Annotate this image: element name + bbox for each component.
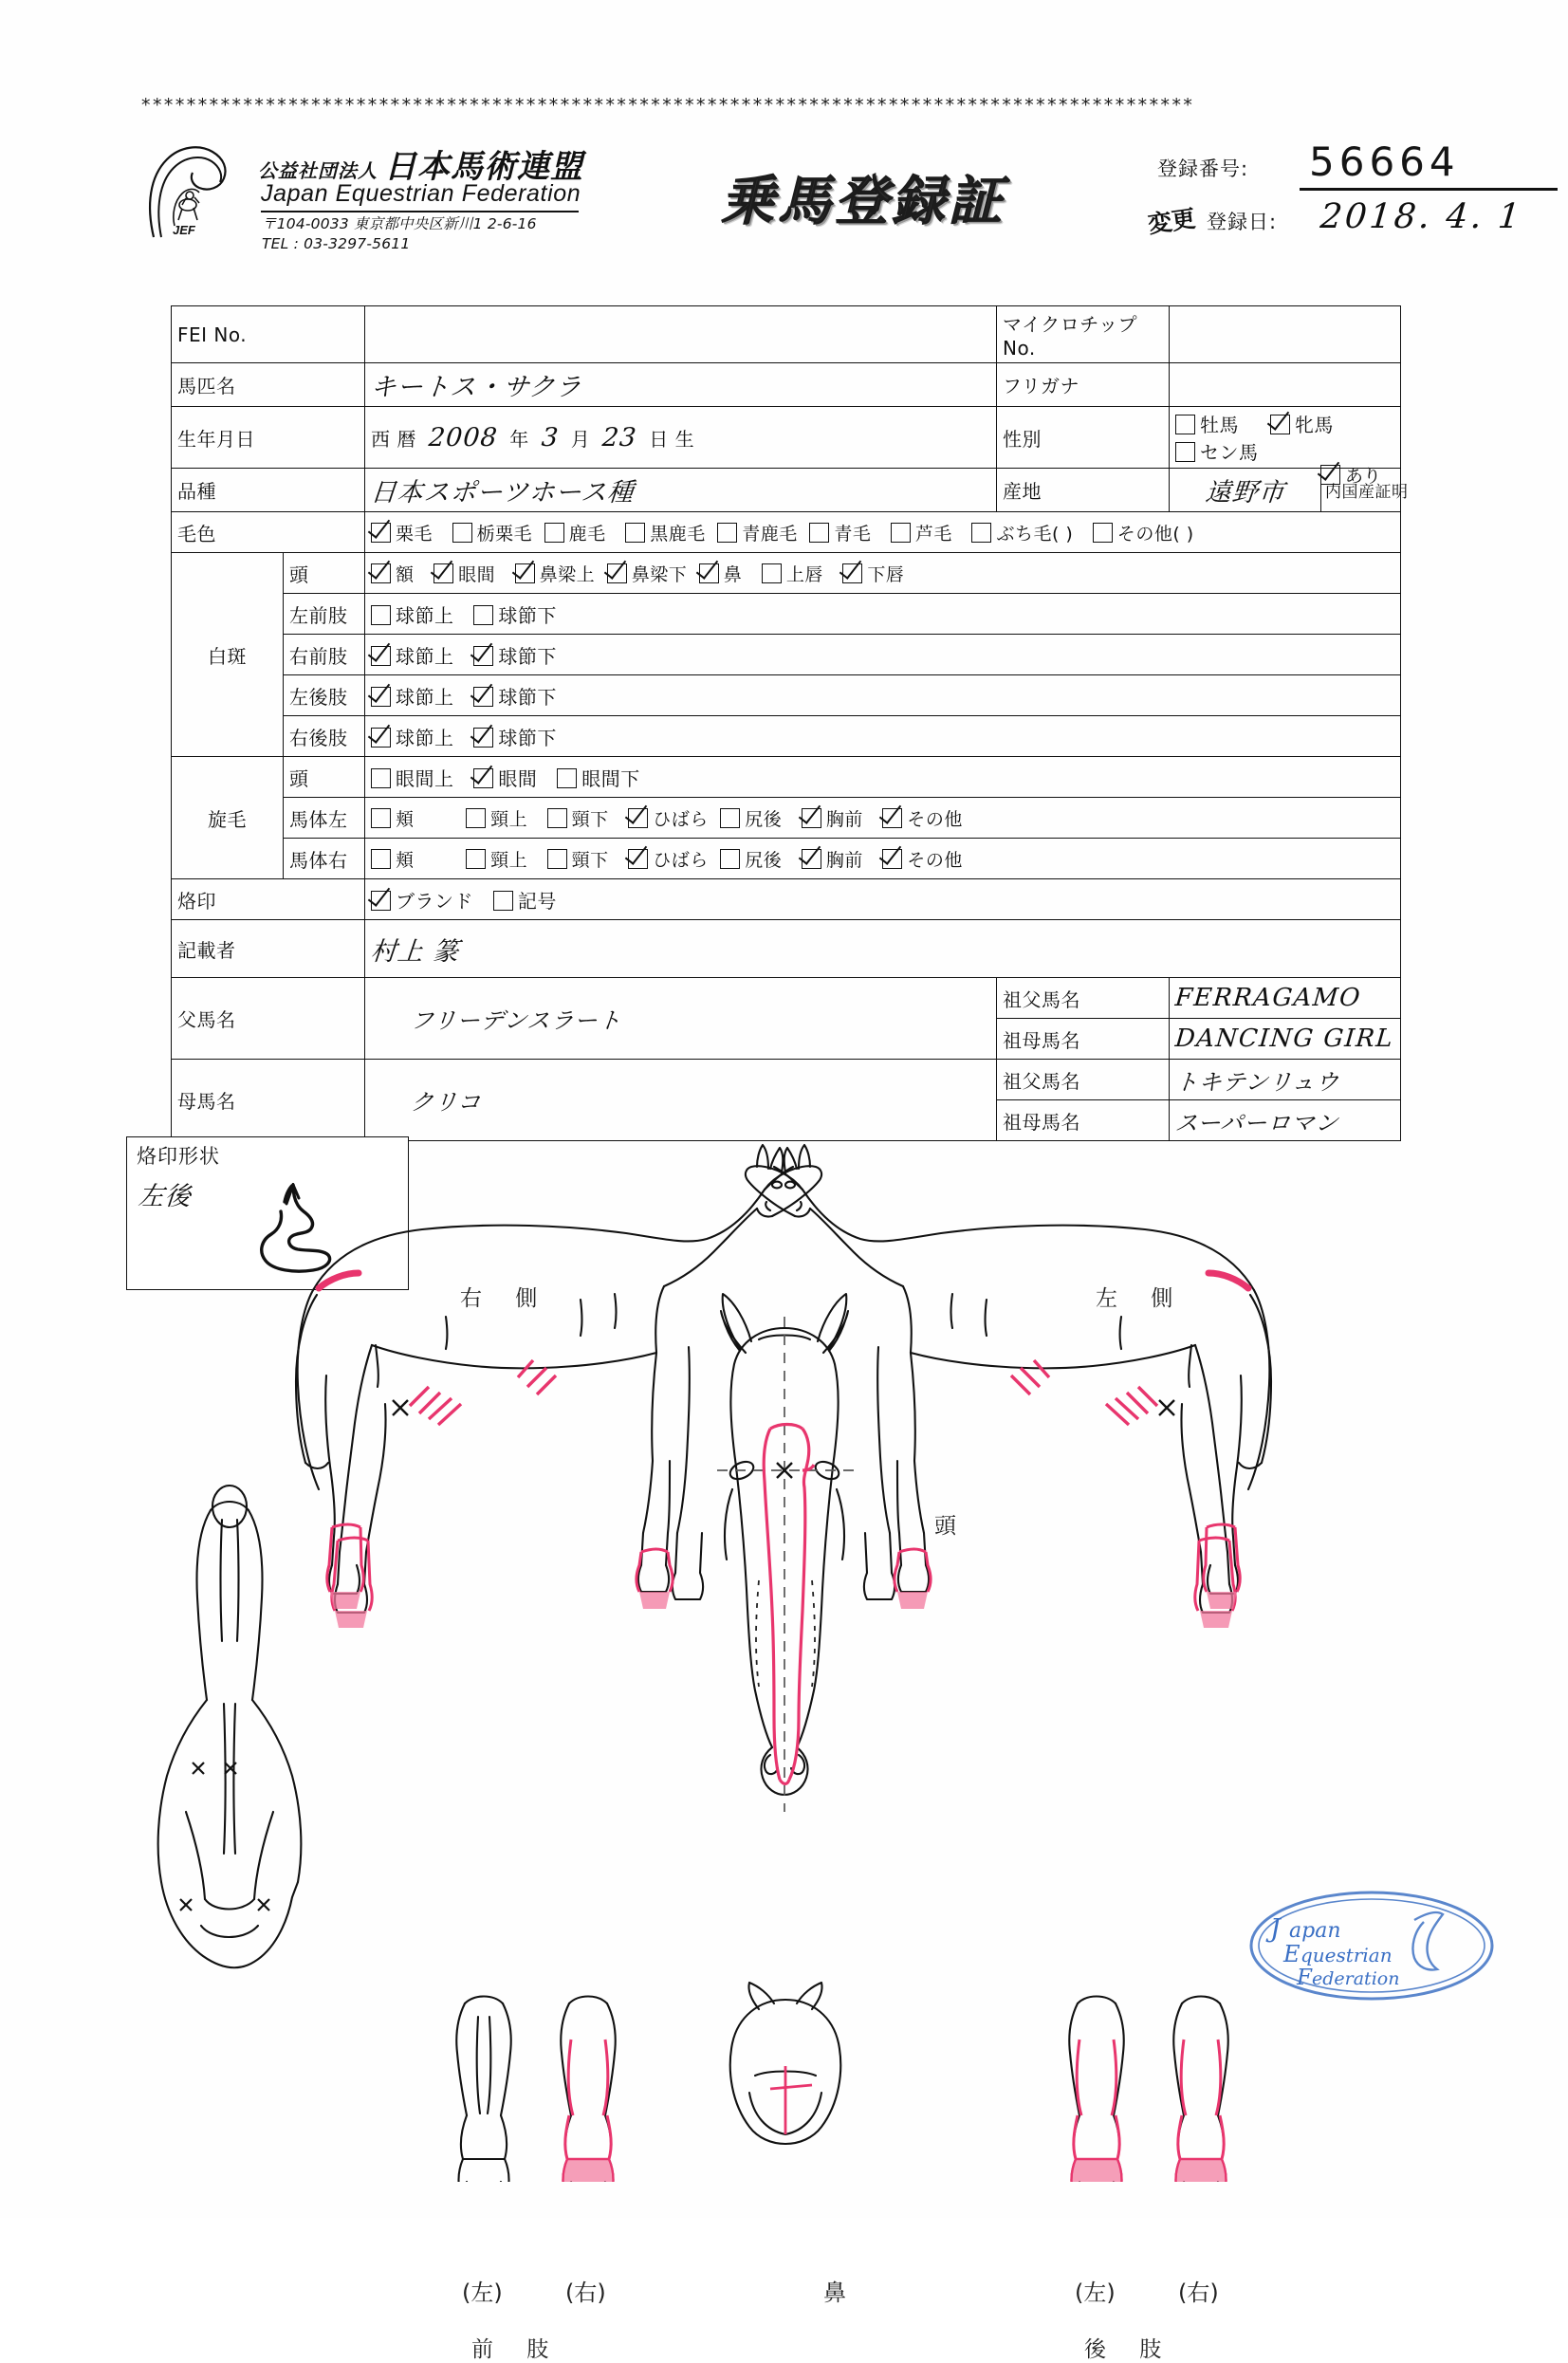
whorl-label-text: 胸前	[825, 808, 863, 830]
marking-rh-above[interactable]	[371, 723, 454, 750]
checkbox-rf-below[interactable]	[473, 646, 493, 666]
registration-block	[1146, 138, 1556, 249]
org-name-ja: 日本馬術連盟	[384, 148, 583, 186]
sire-grandsire-label: 祖父馬名	[997, 978, 1170, 1019]
table-row-coat	[172, 512, 1401, 553]
marking-label: 球節下	[498, 603, 557, 627]
sex-option-label: 牡馬	[1200, 414, 1239, 436]
birth-year: 2008	[427, 422, 499, 452]
marking-label: 球節下	[498, 644, 557, 668]
marking-rf-below[interactable]	[473, 641, 557, 669]
registration-number-label: 登録番号:	[1157, 157, 1249, 180]
registration-details-table	[171, 305, 1409, 1141]
sire-label: 父馬名	[172, 978, 365, 1060]
checkbox-mare[interactable]	[1270, 415, 1290, 434]
marking-nose[interactable]	[699, 561, 743, 586]
checkbox-l-chest[interactable]	[802, 808, 821, 828]
recorder-label: 記載者	[172, 920, 365, 978]
table-row-whorl-left	[172, 798, 1401, 839]
coat-option-label: 青鹿毛	[742, 523, 798, 545]
whorl-below-eyes[interactable]	[557, 764, 640, 791]
microchip-value[interactable]	[1170, 306, 1401, 363]
whorl-r-rump[interactable]	[720, 846, 782, 872]
checkbox-coat-other[interactable]	[1093, 523, 1113, 543]
microchip-label: マイクロチップNo.	[997, 306, 1170, 363]
sex-option-mare[interactable]	[1270, 410, 1334, 437]
sex-option-gelding[interactable]	[1175, 437, 1259, 465]
checkbox-r-chest[interactable]	[802, 849, 821, 869]
domestic-label: 内国産証明	[1325, 483, 1409, 502]
checkbox-lower-lip[interactable]	[842, 563, 862, 583]
label-front-right: (右)	[565, 2280, 606, 2306]
birth-month: 3	[540, 422, 561, 452]
label-head: 頭	[934, 1514, 956, 1539]
marking-lh-above[interactable]	[371, 682, 454, 710]
org-address-block	[262, 214, 537, 253]
whorl-r-neck-upper[interactable]	[466, 846, 527, 872]
checkbox-l-neck-upper[interactable]	[466, 808, 486, 828]
coat-option-dark-bay[interactable]	[625, 520, 706, 545]
whorl-label-text: 頸下	[571, 808, 609, 830]
whorl-body-right-label: 馬体右	[284, 839, 365, 879]
checkbox-lh-above[interactable]	[371, 687, 391, 707]
checkbox-symbol[interactable]	[493, 891, 513, 911]
whorl-r-neck-lower[interactable]	[547, 846, 609, 872]
horse-name-label: 馬匹名	[172, 363, 365, 407]
marking-rf-above[interactable]	[371, 641, 454, 669]
whorl-l-neck-lower[interactable]	[547, 805, 609, 831]
marking-lower-nasal[interactable]	[607, 561, 688, 586]
whorl-l-cheek[interactable]	[371, 805, 415, 831]
whorl-body-left-label: 馬体左	[284, 798, 365, 839]
sex-option-stallion[interactable]	[1175, 410, 1239, 437]
marking-label: 球節上	[396, 726, 454, 749]
whorl-r-chest[interactable]	[802, 846, 863, 872]
coat-option-label: ぶち毛( )	[996, 523, 1074, 545]
coat-option-black[interactable]	[809, 520, 871, 545]
org-postal: 〒104-0033 東京都中央区新川1 2-6-16	[262, 215, 537, 232]
marking-label: 下唇	[867, 563, 905, 585]
coat-option-bay[interactable]	[544, 520, 606, 545]
marking-between-eyes[interactable]	[434, 561, 495, 586]
birth-day: 23	[600, 422, 638, 452]
marking-label: 眼間	[458, 563, 496, 585]
coat-option-chestnut[interactable]	[371, 520, 433, 545]
label-hind-limb: 後 肢	[1084, 2337, 1175, 2362]
jef-logo-icon	[140, 138, 247, 245]
sire-granddam-label: 祖母馬名	[997, 1019, 1170, 1060]
sex-label: 性別	[997, 407, 1170, 469]
dam-grandsire-label: 祖父馬名	[997, 1060, 1170, 1100]
checkbox-grey[interactable]	[891, 523, 911, 543]
coat-option-label: 黒鹿毛	[650, 523, 706, 545]
registration-date-label: 登録日:	[1207, 211, 1278, 233]
checkbox-l-flank[interactable]	[628, 808, 648, 828]
checkbox-nose[interactable]	[699, 563, 719, 583]
furigana-value[interactable]	[1170, 363, 1401, 407]
whorl-label-text: その他	[907, 808, 963, 830]
coat-option-label: 芦毛	[914, 523, 952, 545]
whorl-label-text: ひばら	[653, 808, 709, 830]
whorl-label-text: 頸下	[571, 849, 609, 871]
stamp-line3-rest: ederation	[1312, 1968, 1400, 1989]
table-row-marking-rf	[172, 635, 1401, 675]
label-left-side: 左 側	[1096, 1286, 1187, 1311]
coat-option-brown[interactable]	[717, 520, 798, 545]
coat-option-label: 栗毛	[396, 523, 434, 545]
marking-label: 球節上	[396, 603, 454, 627]
limb-label-left-fore: 左前肢	[284, 594, 365, 635]
horse-outline-drawing	[0, 1091, 1568, 2182]
coat-option-label: 鹿毛	[568, 523, 606, 545]
whorl-label-text: 胸前	[825, 849, 863, 871]
checkbox-whorl-between-eyes[interactable]	[473, 768, 493, 788]
markings-label: 白斑	[172, 553, 284, 757]
table-row-horse-name	[172, 363, 1401, 407]
birth-month-unit: 月	[570, 427, 591, 451]
marking-label: 球節上	[396, 685, 454, 709]
whorl-r-other[interactable]	[882, 846, 963, 872]
checkbox-stallion[interactable]	[1175, 415, 1195, 434]
sire-value[interactable]	[365, 978, 997, 1060]
sire-handwritten: フリーデンスラート	[409, 1007, 623, 1034]
marking-label: 球節下	[498, 726, 557, 749]
table-row-whorl-head	[172, 757, 1401, 798]
marking-lower-lip[interactable]	[842, 561, 904, 586]
svg-text:JEF: JEF	[173, 223, 195, 237]
marking-label: 額	[396, 563, 415, 585]
recorder-value[interactable]	[365, 920, 1401, 978]
horse-name-handwritten: キートス・サクラ	[369, 373, 583, 402]
birth-year-unit: 年	[509, 427, 529, 451]
label-front-left: (左)	[462, 2280, 503, 2306]
whorl-body-left-options[interactable]	[365, 798, 1401, 839]
checkbox-chestnut[interactable]	[371, 523, 391, 543]
table-row-markings-head	[172, 553, 1401, 594]
whorl-l-flank[interactable]	[628, 805, 709, 831]
markings-head-options[interactable]	[365, 553, 1401, 594]
dam-label: 母馬名	[172, 1060, 365, 1141]
marking-label: 球節上	[396, 644, 454, 668]
checkbox-r-cheek[interactable]	[371, 849, 391, 869]
sire-grandsire-value[interactable]	[1170, 978, 1401, 1019]
whorl-l-neck-upper[interactable]	[466, 805, 527, 831]
limb-label-right-fore: 右前肢	[284, 635, 365, 675]
checkbox-l-neck-lower[interactable]	[547, 808, 567, 828]
horse-name-value[interactable]	[365, 363, 997, 407]
whorl-body-right-options[interactable]	[365, 839, 1401, 879]
checkbox-brown[interactable]	[717, 523, 737, 543]
label-hind-left: (左)	[1075, 2280, 1116, 2306]
whorl-label-text: 尻後	[745, 808, 783, 830]
org-name-en: Japan Equestrian Federation	[261, 180, 581, 207]
coat-label: 毛色	[172, 512, 365, 553]
marking-label: 鼻	[723, 563, 743, 585]
whorl-above-eyes[interactable]	[371, 764, 454, 791]
table-row-recorder	[172, 920, 1401, 978]
marking-upper-nasal[interactable]	[515, 561, 596, 586]
coat-option-spotted[interactable]	[971, 520, 1073, 545]
brand-option-symbol[interactable]	[493, 886, 557, 914]
org-divider	[261, 211, 579, 212]
dam-handwritten: クリコ	[409, 1089, 483, 1116]
org-tel: TEL : 03-3297-5611	[262, 234, 411, 252]
table-row-breed	[172, 469, 1401, 512]
whorl-between-eyes[interactable]	[473, 764, 537, 791]
birth-suffix: 生	[674, 427, 695, 451]
table-row-birthdate	[172, 407, 1401, 469]
sire-granddam-handwritten: DANCING GIRL	[1173, 1025, 1395, 1053]
org-corp-type: 公益社団法人	[258, 159, 378, 182]
checkbox-liver-chestnut[interactable]	[452, 523, 472, 543]
coat-option-label: その他( )	[1116, 523, 1194, 545]
furigana-label: フリガナ	[997, 363, 1170, 407]
sex-options[interactable]	[1170, 407, 1401, 469]
checkbox-whorl-above-eyes[interactable]	[371, 768, 391, 788]
marking-options-right-fore[interactable]	[365, 635, 1401, 675]
breed-handwritten: 日本スポーツホース種	[369, 478, 636, 508]
whorl-l-chest[interactable]	[802, 805, 863, 831]
marking-rh-below[interactable]	[473, 723, 557, 750]
document-header	[133, 133, 1524, 256]
checkbox-rh-below[interactable]	[473, 728, 493, 748]
marking-label: 上唇	[785, 563, 823, 585]
birthdate-label: 生年月日	[172, 407, 365, 469]
registration-number-underline	[1300, 188, 1558, 191]
limb-label-right-hind: 右後肢	[284, 716, 365, 757]
page-title: 乗馬登録証	[721, 171, 1005, 232]
whorl-label-text: その他	[907, 849, 963, 871]
checkbox-forehead[interactable]	[371, 563, 391, 583]
markings-head-label: 頭	[284, 553, 365, 594]
table-row-brand	[172, 879, 1401, 920]
whorl-label-text: 頬	[396, 808, 415, 830]
limb-label-left-hind: 左後肢	[284, 675, 365, 716]
checkbox-whorl-below-eyes[interactable]	[557, 768, 577, 788]
checkbox-lf-above[interactable]	[371, 605, 391, 625]
whorl-label-text: 頬	[396, 849, 415, 871]
label-front-limb: 前 肢	[471, 2337, 563, 2362]
table-row-sire-grandsire	[172, 978, 1401, 1019]
brand-label: 烙印	[172, 879, 365, 920]
sex-option-label: セン馬	[1200, 441, 1259, 464]
marking-upper-lip[interactable]	[762, 561, 823, 586]
registration-number-row	[1157, 138, 1556, 195]
checkbox-dark-bay[interactable]	[625, 523, 645, 543]
checkbox-upper-lip[interactable]	[762, 563, 782, 583]
brand-shape-location: 左後	[137, 1182, 194, 1211]
recorder-handwritten: 村上 篆	[369, 936, 461, 967]
table-row-fei	[172, 306, 1401, 363]
checkbox-spotted[interactable]	[971, 523, 991, 543]
coat-option-grey[interactable]	[891, 520, 952, 545]
fei-value[interactable]	[365, 306, 997, 363]
checkbox-r-flank[interactable]	[628, 849, 648, 869]
breed-value[interactable]	[365, 469, 997, 512]
checkbox-rf-above[interactable]	[371, 646, 391, 666]
brand-option-label: 記号	[517, 889, 557, 913]
checkbox-black[interactable]	[809, 523, 829, 543]
whorl-l-other[interactable]	[882, 805, 963, 831]
birth-era: 西 暦	[371, 427, 416, 451]
marking-lf-above[interactable]	[371, 600, 454, 628]
checkbox-l-rump[interactable]	[720, 808, 740, 828]
jef-oval-stamp	[1247, 1888, 1496, 2003]
registration-date-strikeover: 変更	[1146, 204, 1197, 239]
checkbox-between-eyes[interactable]	[434, 563, 453, 583]
label-right-side: 右 側	[460, 1286, 551, 1311]
whorl-label-text: ひばら	[653, 849, 709, 871]
registration-date-value: 2018. 4. 1	[1319, 197, 1524, 236]
brand-option-brand[interactable]	[371, 886, 473, 914]
whorl-head-options[interactable]	[365, 757, 1401, 798]
checkbox-brand[interactable]	[371, 891, 391, 911]
checkbox-rh-above[interactable]	[371, 728, 391, 748]
coat-options[interactable]	[365, 512, 1401, 553]
whorl-label: 旋毛	[172, 757, 284, 879]
sire-granddam-value[interactable]	[1170, 1019, 1401, 1060]
stamp-line1-rest: apan	[1289, 1919, 1341, 1943]
marking-label: 鼻梁上	[539, 563, 596, 585]
marking-lf-below[interactable]	[473, 600, 557, 628]
checkbox-lf-below[interactable]	[473, 605, 493, 625]
marking-label: 球節下	[498, 685, 557, 709]
origin-handwritten: 遠野市	[1203, 478, 1286, 508]
checkbox-r-other[interactable]	[882, 849, 902, 869]
brand-shape-title: 烙印形状	[137, 1145, 220, 1168]
whorl-label-text: 眼間	[498, 766, 538, 790]
dam-granddam-label: 祖母馬名	[997, 1100, 1170, 1141]
domestic-proof-label: あり	[1345, 466, 1382, 487]
marking-lh-below[interactable]	[473, 682, 557, 710]
whorl-r-cheek[interactable]	[371, 846, 415, 872]
whorl-l-rump[interactable]	[720, 805, 782, 831]
table-row-marking-lh	[172, 675, 1401, 716]
whorl-label-text: 頸上	[490, 808, 528, 830]
brand-option-label: ブランド	[396, 889, 473, 913]
table-row-marking-rh	[172, 716, 1401, 757]
whorl-head-label: 頭	[284, 757, 365, 798]
sire-grandsire-handwritten: FERRAGAMO	[1173, 984, 1363, 1012]
checkbox-r-neck-lower[interactable]	[547, 849, 567, 869]
origin-value[interactable]	[1170, 469, 1321, 512]
domestic-proof-option[interactable]	[1320, 462, 1381, 488]
registration-number-value: 56664	[1309, 138, 1460, 185]
marking-forehead[interactable]	[371, 561, 415, 586]
registration-date-row	[1146, 195, 1556, 249]
dam-granddam-handwritten: スーパーロマン	[1173, 1109, 1340, 1136]
birth-day-unit: 日	[649, 427, 669, 451]
whorl-r-flank[interactable]	[628, 846, 709, 872]
stamp-line2: E	[1283, 1941, 1301, 1967]
label-nose: 鼻	[823, 2280, 846, 2306]
marking-options-left-hind[interactable]	[365, 675, 1401, 716]
coat-option-other[interactable]	[1093, 520, 1194, 545]
whorl-label-text: 眼間上	[396, 766, 454, 790]
checkbox-lh-below[interactable]	[473, 687, 493, 707]
sex-option-label: 牝馬	[1294, 414, 1334, 436]
checkbox-l-cheek[interactable]	[371, 808, 391, 828]
dam-grandsire-handwritten: トキテンリュウ	[1173, 1068, 1341, 1096]
checkbox-r-rump[interactable]	[720, 849, 740, 869]
breed-label: 品種	[172, 469, 365, 512]
checkbox-r-neck-upper[interactable]	[466, 849, 486, 869]
origin-label: 産地	[997, 469, 1170, 512]
fei-label: FEI No.	[172, 306, 365, 363]
checkbox-upper-nasal[interactable]	[515, 563, 535, 583]
stamp-line3: F	[1297, 1966, 1312, 1990]
marking-label: 鼻梁下	[631, 563, 688, 585]
table-row-marking-lf	[172, 594, 1401, 635]
coat-option-label: 青毛	[834, 523, 872, 545]
coat-option-liver-chestnut[interactable]	[452, 520, 533, 545]
whorl-label-text: 頸上	[490, 849, 528, 871]
checkbox-domestic-proof[interactable]	[1320, 465, 1340, 485]
star-divider: *********************************************************************************************	[140, 95, 1194, 116]
marking-options-right-hind[interactable]	[365, 716, 1401, 757]
checkbox-l-other[interactable]	[882, 808, 902, 828]
checkbox-lower-nasal[interactable]	[607, 563, 627, 583]
whorl-label-text: 眼間下	[581, 766, 640, 790]
marking-options-left-fore[interactable]	[365, 594, 1401, 635]
brand-options[interactable]	[365, 879, 1401, 920]
horse-diagram-panel	[0, 1091, 1568, 2362]
whorl-label-text: 尻後	[745, 849, 783, 871]
birthdate-value[interactable]	[365, 407, 997, 469]
checkbox-gelding[interactable]	[1175, 442, 1195, 462]
label-hind-right: (右)	[1178, 2280, 1219, 2306]
stamp-line1: J	[1270, 1914, 1281, 1944]
checkbox-bay[interactable]	[544, 523, 564, 543]
stamp-line2-rest: questrian	[1301, 1944, 1393, 1966]
coat-option-label: 栃栗毛	[476, 523, 533, 545]
table-row-whorl-right	[172, 839, 1401, 879]
